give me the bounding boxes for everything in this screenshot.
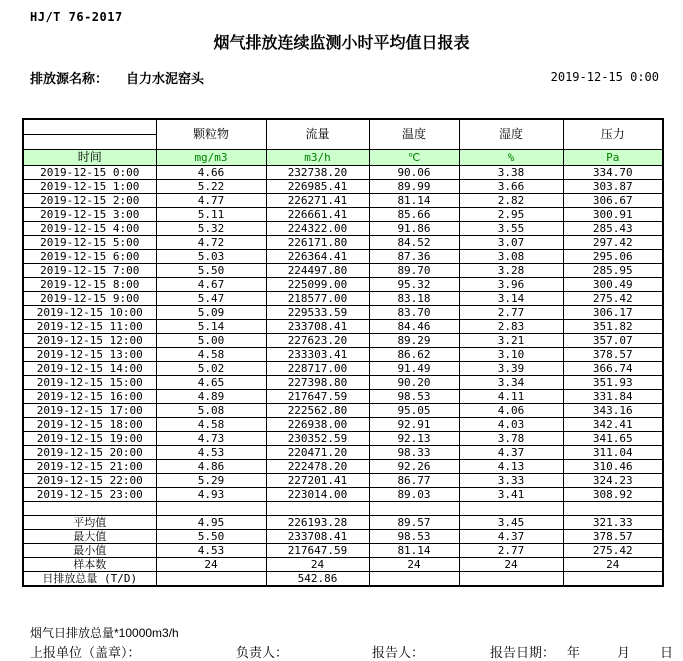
value-cell: 232738.20: [266, 165, 369, 179]
value-cell: 311.04: [563, 445, 663, 459]
value-cell: 4.93: [156, 487, 266, 501]
value-cell: 5.00: [156, 333, 266, 347]
value-cell: 5.09: [156, 305, 266, 319]
header-row-top: [23, 119, 663, 134]
time-cell: 2019-12-15 11:00: [23, 319, 156, 333]
time-cell: 2019-12-15 3:00: [23, 207, 156, 221]
data-row: [23, 389, 663, 403]
column-header-temperature: 温度: [369, 119, 459, 149]
value-cell: 308.92: [563, 487, 663, 501]
value-cell: 217647.59: [266, 543, 369, 557]
value-cell: 98.53: [369, 529, 459, 543]
empty-cell: [156, 501, 266, 515]
time-cell: 2019-12-15 23:00: [23, 487, 156, 501]
value-cell: 5.47: [156, 291, 266, 305]
value-cell: 227398.80: [266, 375, 369, 389]
summary-rows: [23, 515, 663, 586]
summary-label-cell: 日排放总量 (T/D): [23, 571, 156, 586]
column-header-pressure: 压力: [563, 119, 663, 149]
time-cell: 2019-12-15 12:00: [23, 333, 156, 347]
value-cell: 229533.59: [266, 305, 369, 319]
value-cell: 95.32: [369, 277, 459, 291]
value-cell: 233708.41: [266, 529, 369, 543]
time-cell: 2019-12-15 7:00: [23, 263, 156, 277]
data-row: [23, 333, 663, 347]
value-cell: 324.23: [563, 473, 663, 487]
report-datetime: 2019-12-15 0:00: [550, 70, 659, 84]
report-table: [22, 118, 664, 587]
data-row: [23, 221, 663, 235]
value-cell: 306.17: [563, 305, 663, 319]
value-cell: 3.21: [459, 333, 563, 347]
data-row: [23, 319, 663, 333]
value-cell: 2.82: [459, 193, 563, 207]
column-header-pm: 颗粒物: [156, 119, 266, 149]
value-cell: 4.37: [459, 529, 563, 543]
value-cell: 5.50: [156, 263, 266, 277]
data-row: [23, 165, 663, 179]
value-cell: 220471.20: [266, 445, 369, 459]
value-cell: 297.42: [563, 235, 663, 249]
value-cell: 310.46: [563, 459, 663, 473]
day-label: 日: [660, 645, 674, 660]
value-cell: 3.08: [459, 249, 563, 263]
value-cell: 4.53: [156, 445, 266, 459]
data-row: [23, 207, 663, 221]
value-cell: 222562.80: [266, 403, 369, 417]
value-cell: 226661.41: [266, 207, 369, 221]
value-cell: 84.52: [369, 235, 459, 249]
value-cell: 3.07: [459, 235, 563, 249]
report-unit-label: 上报单位（盖章）：: [30, 645, 141, 660]
value-cell: 83.70: [369, 305, 459, 319]
data-rows: [23, 165, 663, 501]
value-cell: 223014.00: [266, 487, 369, 501]
time-column-header: 时间: [23, 149, 156, 165]
data-row: [23, 487, 663, 501]
empty-cell: [459, 501, 563, 515]
value-cell: 366.74: [563, 361, 663, 375]
value-cell: 4.77: [156, 193, 266, 207]
time-cell: 2019-12-15 6:00: [23, 249, 156, 263]
value-cell: 4.37: [459, 445, 563, 459]
value-cell: 2.77: [459, 543, 563, 557]
value-cell: 4.86: [156, 459, 266, 473]
value-cell: 3.33: [459, 473, 563, 487]
data-row: [23, 263, 663, 277]
value-cell: 87.36: [369, 249, 459, 263]
value-cell: [156, 571, 266, 586]
value-cell: 228717.00: [266, 361, 369, 375]
time-cell: 2019-12-15 5:00: [23, 235, 156, 249]
time-cell: 2019-12-15 0:00: [23, 165, 156, 179]
value-cell: 4.03: [459, 417, 563, 431]
value-cell: 24: [266, 557, 369, 571]
value-cell: 95.05: [369, 403, 459, 417]
value-cell: 3.41: [459, 487, 563, 501]
value-cell: 5.02: [156, 361, 266, 375]
value-cell: 5.03: [156, 249, 266, 263]
data-row: [23, 347, 663, 361]
value-cell: 226985.41: [266, 179, 369, 193]
value-cell: 334.70: [563, 165, 663, 179]
time-cell: 2019-12-15 2:00: [23, 193, 156, 207]
time-cell: 2019-12-15 21:00: [23, 459, 156, 473]
empty-cell: [266, 501, 369, 515]
time-cell: 2019-12-15 16:00: [23, 389, 156, 403]
empty-cell: [563, 501, 663, 515]
value-cell: 5.08: [156, 403, 266, 417]
data-row: [23, 361, 663, 375]
time-cell: 2019-12-15 1:00: [23, 179, 156, 193]
value-cell: 542.86: [266, 571, 369, 586]
summary-row: [23, 543, 663, 557]
value-cell: 357.07: [563, 333, 663, 347]
reporter-label: 报告人：: [372, 645, 425, 660]
value-cell: [459, 571, 563, 586]
standard-code: HJ/T 76-2017: [30, 10, 123, 24]
value-cell: 226171.80: [266, 235, 369, 249]
value-cell: 84.46: [369, 319, 459, 333]
value-cell: 4.73: [156, 431, 266, 445]
value-cell: 233303.41: [266, 347, 369, 361]
value-cell: 306.67: [563, 193, 663, 207]
time-cell: 2019-12-15 14:00: [23, 361, 156, 375]
value-cell: 2.83: [459, 319, 563, 333]
time-cell: 2019-12-15 17:00: [23, 403, 156, 417]
value-cell: 98.53: [369, 389, 459, 403]
value-cell: 275.42: [563, 543, 663, 557]
footer-note: 烟气日排放总量*10000m3/h: [30, 626, 179, 640]
column-header-humidity: 湿度: [459, 119, 563, 149]
value-cell: 92.26: [369, 459, 459, 473]
value-cell: 4.66: [156, 165, 266, 179]
data-row: [23, 473, 663, 487]
source-row: [30, 68, 204, 87]
value-cell: 4.95: [156, 515, 266, 529]
value-cell: 341.65: [563, 431, 663, 445]
value-cell: 4.06: [459, 403, 563, 417]
value-cell: 2.95: [459, 207, 563, 221]
data-row: [23, 403, 663, 417]
value-cell: 3.28: [459, 263, 563, 277]
value-cell: 89.03: [369, 487, 459, 501]
month-label: 月: [617, 645, 631, 660]
time-cell: 2019-12-15 15:00: [23, 375, 156, 389]
value-cell: 81.14: [369, 543, 459, 557]
data-row: [23, 291, 663, 305]
data-row: [23, 417, 663, 431]
value-cell: 4.58: [156, 347, 266, 361]
time-cell: 2019-12-15 18:00: [23, 417, 156, 431]
value-cell: 86.77: [369, 473, 459, 487]
value-cell: 226193.28: [266, 515, 369, 529]
summary-label-cell: 平均值: [23, 515, 156, 529]
data-row: [23, 445, 663, 459]
value-cell: 226271.41: [266, 193, 369, 207]
time-cell: 2019-12-15 22:00: [23, 473, 156, 487]
value-cell: 3.39: [459, 361, 563, 375]
value-cell: 90.20: [369, 375, 459, 389]
time-cell: 2019-12-15 8:00: [23, 277, 156, 291]
data-row: [23, 459, 663, 473]
data-row: [23, 179, 663, 193]
value-cell: 3.66: [459, 179, 563, 193]
value-cell: 4.89: [156, 389, 266, 403]
value-cell: 4.58: [156, 417, 266, 431]
value-cell: 227201.41: [266, 473, 369, 487]
value-cell: 227623.20: [266, 333, 369, 347]
value-cell: 378.57: [563, 529, 663, 543]
value-cell: 24: [563, 557, 663, 571]
value-cell: 5.22: [156, 179, 266, 193]
empty-header-cell: [23, 119, 156, 134]
value-cell: 98.33: [369, 445, 459, 459]
value-cell: 3.34: [459, 375, 563, 389]
value-cell: 230352.59: [266, 431, 369, 445]
data-row: [23, 305, 663, 319]
value-cell: 85.66: [369, 207, 459, 221]
value-cell: 5.29: [156, 473, 266, 487]
value-cell: 91.86: [369, 221, 459, 235]
page-title: 烟气排放连续监测小时平均值日报表: [213, 35, 470, 52]
value-cell: 4.53: [156, 543, 266, 557]
value-cell: 3.38: [459, 165, 563, 179]
value-cell: 224322.00: [266, 221, 369, 235]
value-cell: 295.06: [563, 249, 663, 263]
value-cell: 89.99: [369, 179, 459, 193]
time-cell: 2019-12-15 19:00: [23, 431, 156, 445]
value-cell: 321.33: [563, 515, 663, 529]
value-cell: 351.82: [563, 319, 663, 333]
value-cell: 222478.20: [266, 459, 369, 473]
value-cell: 331.84: [563, 389, 663, 403]
value-cell: 351.93: [563, 375, 663, 389]
data-row: [23, 431, 663, 445]
summary-row: [23, 529, 663, 543]
value-cell: 5.50: [156, 529, 266, 543]
value-cell: 300.91: [563, 207, 663, 221]
responsible-label: 负责人：: [236, 645, 289, 660]
value-cell: 4.13: [459, 459, 563, 473]
value-cell: 81.14: [369, 193, 459, 207]
value-cell: 4.72: [156, 235, 266, 249]
value-cell: 303.87: [563, 179, 663, 193]
value-cell: 5.14: [156, 319, 266, 333]
value-cell: 285.95: [563, 263, 663, 277]
separator-row: [23, 501, 663, 515]
value-cell: 86.62: [369, 347, 459, 361]
summary-row: [23, 515, 663, 529]
time-cell: 2019-12-15 4:00: [23, 221, 156, 235]
value-cell: 3.55: [459, 221, 563, 235]
value-cell: 233708.41: [266, 319, 369, 333]
value-cell: 89.29: [369, 333, 459, 347]
time-cell: 2019-12-15 20:00: [23, 445, 156, 459]
unit-cell-humidity: %: [459, 149, 563, 165]
value-cell: 226364.41: [266, 249, 369, 263]
value-cell: [369, 571, 459, 586]
value-cell: 224497.80: [266, 263, 369, 277]
source-name-label: 排放源名称：: [30, 71, 109, 86]
time-cell: 2019-12-15 10:00: [23, 305, 156, 319]
value-cell: 342.41: [563, 417, 663, 431]
data-row: [23, 249, 663, 263]
time-cell: 2019-12-15 9:00: [23, 291, 156, 305]
value-cell: 4.67: [156, 277, 266, 291]
unit-cell-pressure: Pa: [563, 149, 663, 165]
value-cell: 89.70: [369, 263, 459, 277]
value-cell: 3.14: [459, 291, 563, 305]
value-cell: 5.32: [156, 221, 266, 235]
unit-row: [23, 149, 663, 165]
value-cell: 24: [369, 557, 459, 571]
time-cell: 2019-12-15 13:00: [23, 347, 156, 361]
value-cell: 2.77: [459, 305, 563, 319]
data-row: [23, 193, 663, 207]
summary-row: [23, 571, 663, 586]
report-date-label: 报告日期：: [490, 645, 556, 660]
unit-cell-pm: mg/m3: [156, 149, 266, 165]
source-name-value: 自力水泥窑头: [126, 71, 205, 86]
unit-cell-flow: m3/h: [266, 149, 369, 165]
column-header-flow: 流量: [266, 119, 369, 149]
value-cell: 24: [156, 557, 266, 571]
data-row: [23, 235, 663, 249]
value-cell: 3.96: [459, 277, 563, 291]
value-cell: 226938.00: [266, 417, 369, 431]
value-cell: 4.65: [156, 375, 266, 389]
value-cell: 217647.59: [266, 389, 369, 403]
value-cell: 92.13: [369, 431, 459, 445]
summary-label-cell: 最大值: [23, 529, 156, 543]
value-cell: 4.11: [459, 389, 563, 403]
value-cell: 83.18: [369, 291, 459, 305]
value-cell: 89.57: [369, 515, 459, 529]
value-cell: 300.49: [563, 277, 663, 291]
empty-cell: [369, 501, 459, 515]
unit-cell-temperature: ℃: [369, 149, 459, 165]
summary-label-cell: 样本数: [23, 557, 156, 571]
value-cell: 275.42: [563, 291, 663, 305]
value-cell: 225099.00: [266, 277, 369, 291]
value-cell: 90.06: [369, 165, 459, 179]
empty-header-cell: [23, 134, 156, 149]
value-cell: 3.45: [459, 515, 563, 529]
data-row: [23, 277, 663, 291]
year-label: 年: [567, 645, 581, 660]
value-cell: 218577.00: [266, 291, 369, 305]
summary-label-cell: 最小值: [23, 543, 156, 557]
value-cell: 285.43: [563, 221, 663, 235]
value-cell: 91.49: [369, 361, 459, 375]
data-row: [23, 375, 663, 389]
value-cell: 343.16: [563, 403, 663, 417]
value-cell: 5.11: [156, 207, 266, 221]
value-cell: 378.57: [563, 347, 663, 361]
value-cell: [563, 571, 663, 586]
empty-cell: [23, 501, 156, 515]
summary-row: [23, 557, 663, 571]
value-cell: 3.10: [459, 347, 563, 361]
value-cell: 92.91: [369, 417, 459, 431]
value-cell: 3.78: [459, 431, 563, 445]
value-cell: 24: [459, 557, 563, 571]
